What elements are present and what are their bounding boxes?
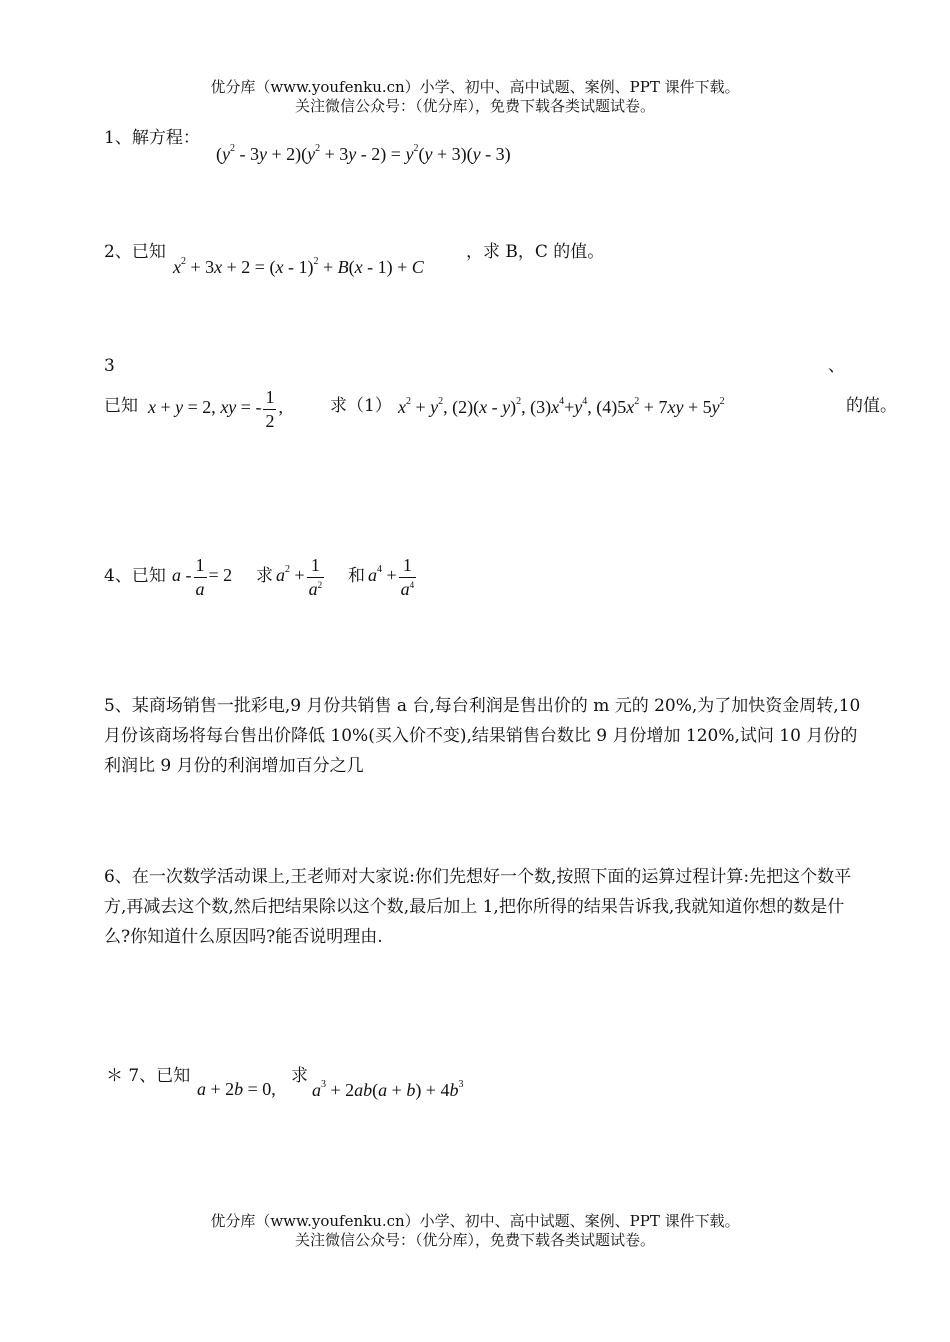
problem-1-equation: $(y^2 - 3y + 2)(y^2 + 3y - 2) = y^2(y + 3)(y - 3)$ bbox=[216, 143, 511, 164]
problem-4-label: 4、已知 bbox=[104, 566, 166, 586]
problem-3-number: 3 bbox=[104, 356, 115, 376]
problem-3-expressions: $x^2 + y^2$, (2)(x - y)$^2$, $(3)x^4+y^4$, $(4)5x^2 + 7xy + 5y^2$ bbox=[398, 396, 725, 417]
problem-3-mark: 、 bbox=[828, 356, 845, 376]
page-footer bbox=[0, 1212, 950, 1250]
problem-4-and: 和 bbox=[348, 566, 365, 586]
problem-5-text: 5、某商场销售一批彩电,9 月份共销售 a 台,每台利润是售出价的 m 元的 20%,为了加快资金周转,10 月份该商场将每台售出价降低 10%(买入价不变),结果销售台数比 9 月份增加 120%,试问 10 月份的利润比 9 月份的利润增加百分之几 bbox=[104, 696, 861, 776]
problem-3-ask: 求（1） bbox=[330, 396, 392, 416]
problem-4-expr-2: $a^4$ + $\frac{1}{a^4}$ bbox=[368, 555, 415, 599]
page-header bbox=[0, 78, 950, 116]
problem-3-label: 已知 bbox=[104, 396, 138, 416]
footer-line-1: 优分库（www.youfenku.cn）小学、初中、高中试题、案例、PPT 课件下载。 bbox=[210, 1212, 740, 1230]
problem-2-tail: ，求 B，C 的值。 bbox=[466, 242, 605, 262]
problem-7-expression: $a^3 + 2ab(a + b) + 4b^3$ bbox=[312, 1079, 464, 1100]
problem-2-equation: $x^2 + 3x + 2 = (x - 1)^2 + B(x - 1) + C$ bbox=[173, 256, 424, 277]
problem-4-given: a - $\frac{1}{a}$ = 2 bbox=[172, 555, 233, 599]
problem-7-given: a + 2b = 0, bbox=[197, 1079, 276, 1099]
problem-7-ask: 求 bbox=[291, 1066, 308, 1086]
problem-6-text: 6、在一次数学活动课上,王老师对大家说:你们先想好一个数,按照下面的运算过程计算:先把这个数平方,再减去这个数,然后把结果除以这个数,最后加上 1,把你所得的结果告诉我,我就知道你想的数是什么?你知道什么原因吗?能否说明理由. bbox=[104, 867, 852, 947]
problem-4-expr-1: $a^2$ + $\frac{1}{a^2}$ bbox=[276, 555, 323, 599]
problem-1-label: 1、解方程： bbox=[104, 128, 200, 148]
problem-3-tail: 的值。 bbox=[846, 396, 897, 416]
problem-7-label: ＊ 7、已知 bbox=[106, 1066, 191, 1086]
header-line-2: 关注微信公众号：（优分库），免费下载各类试题试卷。 bbox=[294, 96, 655, 115]
footer-line-2: 关注微信公众号：（优分库），免费下载各类试题试卷。 bbox=[294, 1230, 655, 1249]
problem-2-label: 2、已知 bbox=[104, 242, 166, 262]
header-line-1: 优分库（www.youfenku.cn）小学、初中、高中试题、案例、PPT 课件下载。 bbox=[210, 78, 740, 96]
problem-4-ask: 求 bbox=[256, 566, 273, 586]
problem-3-given: x + y = 2, xy = - $\frac{1}{2}$ , bbox=[148, 387, 283, 431]
